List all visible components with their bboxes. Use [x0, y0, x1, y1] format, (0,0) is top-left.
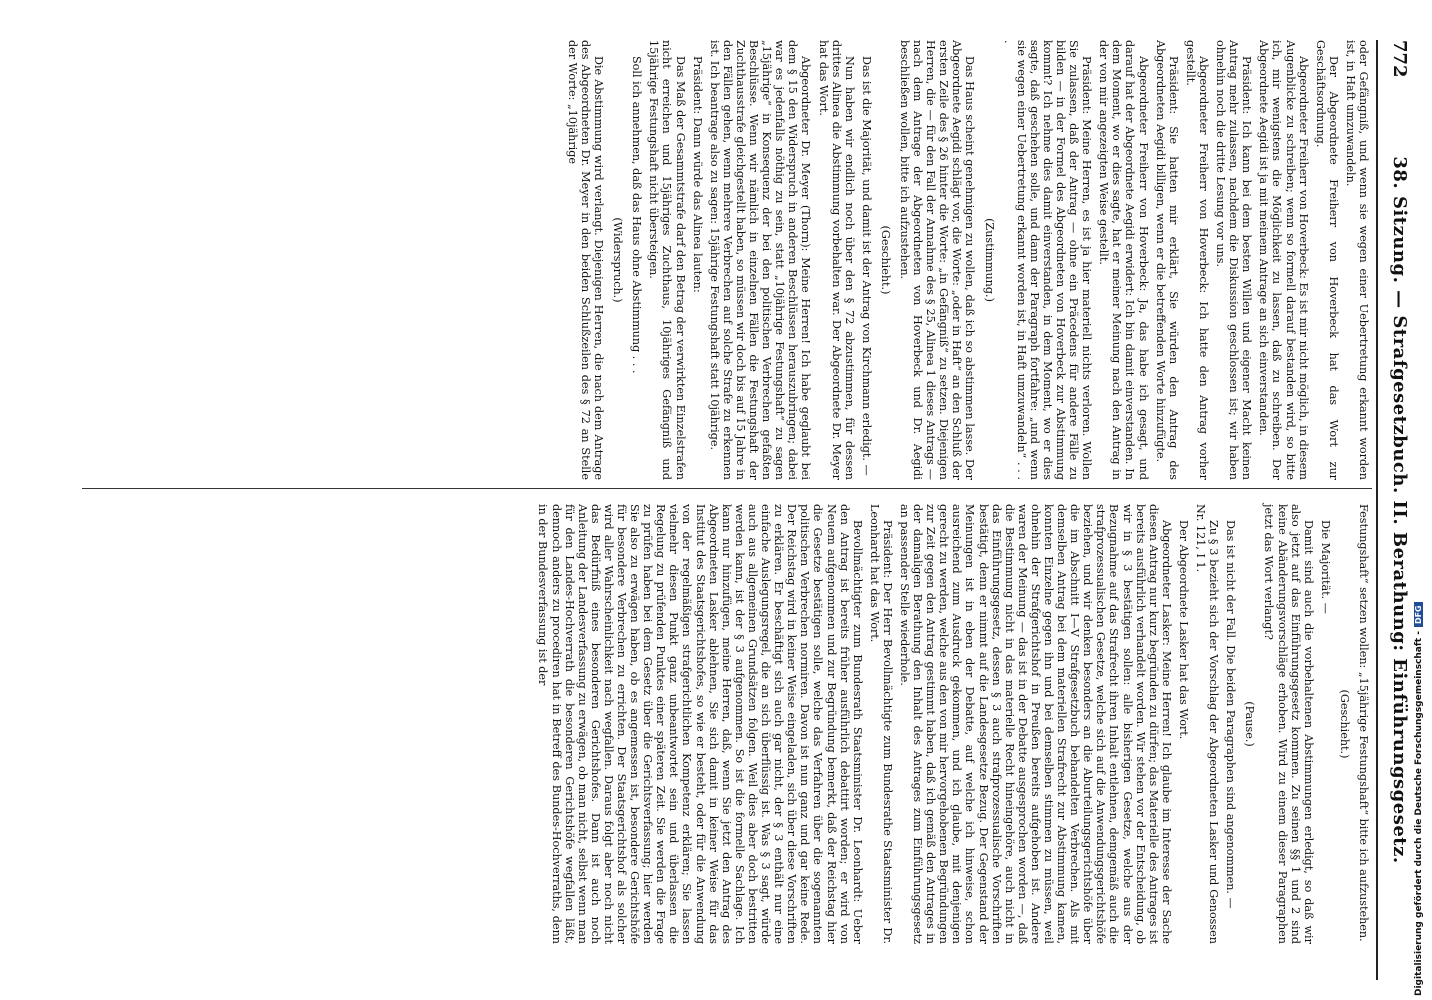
paragraph: Abgeordneter Freiherr von Hoverbeck: Ja, das habe ich gesagt, und darauf hat der Abgeordnete Aegidi erwidert: Ich bin damit einverstanden. In dem Moment, wo er dies sagte, hat er meiner Meinung nach den Antrag in der von mir angezeigten Weise gestellt. [1097, 40, 1150, 480]
stage-direction: (Widerspruch.) [611, 217, 625, 303]
page-header [1378, 40, 1414, 980]
paragraph: Präsident: Der Herr Bevollmächtigte zum Bundesrathe Staatsminister Dr. Leonhardt hat das Wort. [867, 504, 894, 944]
paragraph: Präsident: Sie hatten mir erklärt, Sie würden den Antrag des Abgeordneten Aegidi billigen, wenn er die betreffenden Worte hinzufügte. [1153, 40, 1180, 480]
paragraph: Festungshaft“ setzen wollen: „15jährige Festungshaft“ bitte ich aufzustehen. [1357, 504, 1370, 942]
digitization-credit [1414, 6, 1428, 996]
stage-direction: (Geschieht.) [878, 225, 892, 295]
paragraph: Das ist nicht der Fall. Die beiden Paragraphen sind angenommen. — [1224, 520, 1238, 909]
paragraph: Soll ich annehmen, daß das Haus ohne Abstimmung . . . [630, 56, 644, 374]
paragraph: Der Abgeordnete Freiherr von Hoverbeck hat das Wort zur Geschäftsordnung. [1313, 40, 1340, 480]
paragraph: Präsident: Dann würde das Alinea lauten: [690, 56, 704, 293]
header-rule [1376, 40, 1378, 980]
page-number: 772 [1389, 40, 1410, 78]
paragraph: Abgeordneter Dr. Meyer (Thorn): Meine Herren! Ich habe geglaubt bei dem § 15 den Widerspruch in anderen Beschlüssen herauszubringen; dabei war es jedenfalls nöthig zu sein, statt „10jährige Festungshaft“ zu sagen „15jährige“ in Konsequenz der bei den politischen Verbrechen gefaßten Beschlüsse. Wenn wir nämlich in einzelnen Fällen die Festungshaft der Zuchthausstrafe gleichgestellt haben, so müssen wir doch bis auf 15 Jahre in den Fällen gehen, wenn mehrere Verbrechen auf solche Strafe zu erkennen ist. Ich beantrage also zu sagen: 15jährige Festungshaft statt 10jährige. [707, 40, 813, 480]
dfg-logo: DFG [1414, 602, 1423, 627]
paragraph: Präsident: Ich kann bei dem besten Willen und eigener Macht keinen Antrag mehr zulassen, nachdem die Diskussion geschlossen ist; wir haben ohnehin noch die dritte Lesung vor uns. [1214, 40, 1254, 480]
stage-direction: (Zustimmung.) [982, 218, 996, 302]
paragraph: Abgeordneter Freiherr von Hoverbeck: Ich hatte den Antrag vorher gestellt. [1183, 40, 1210, 480]
paragraph: Nun haben wir endlich noch über den § 72 abzustimmen, für dessen drittes Alinea die Abstimmung vorbehalten war. Der Abgeordnete Dr. Meyer hat das Wort. [816, 40, 856, 480]
paragraph: Abgeordneter Lasker: Meine Herren! Ich glaube im Interesse der Sache diesen Antrag nur kurz begründen zu dürfen; das Materielle des Antrages ist bereits ausführlich verhandelt worden. Wir stehen vor der Entscheidung, ob wir in § 3 bestätigen sollen: alle bisherigen Gesetze, welche aus der Bezugnahme auf das Strafrecht ihren Inhalt entlehnen, demgemäß auch die strafprozessualischen Gesetze, welche sich auf die Anwendungsgerichtshöfe beziehen, und wir denken besonders an die Aburteilungsgerichtshöfe über die im Abschnitt I—V Strafgesetzbuch behandelten Verbrechen. Als mit demselben Antrag bei dem materiellen Strafrecht zur Abstimmung kamen, konnten Einzelne gegen ihn und bei demselben stimmen zu müssen, weil ohnehin der Strafgerichtshof in Preußen bereits aufgehoben ist. Andere waren der Meinung — das ist in der Debatte ausgesprochen worden —, daß die Bestimmung nicht in das materielle Recht hineingehöre, auch nicht in das Einführungsgesetz, dessen § 3 auch strafprozessualische Vorschriften bestätigt, denn er nimmt auf die Landesgesetze Bezug. Der Gegenstand der Meinungen ist in eben der Debatte, auf welche ich hinweise, schon ausreichend zum Ausdruck gekommen, und ich glaube, mit denjenigen gerecht zu werden, welche aus den von mir hervorgehobenen Begründungen zur Zeit gegen den Antrag gestimmt haben, daß ich gemäß den Antrages in der damaligen Berathung den Inhalt des Antrages zum Einführungsgesetz an passender Stelle wiederhole. [898, 504, 1173, 944]
paragraph: Das Haus scheint genehmigen zu wollen, daß ich so abstimmen lasse. Der Abgeordnete Aegidi schlägt vor, die Worte: „oder in Haft“ an den Schluß der ersten Zeile des § 26 hinter die Worte: „in Gefängniß“ zu setzen. Diejenigen Herren, die — für den Fall der Annahme des § 25, Alinea 1 dieses Antrags — nach dem Antrage der Abgeordneten von Hoverbeck und Dr. Aegidi beschließen wollen, bitte ich aufzustehen. [898, 40, 977, 480]
paragraph: Bevollmächtigter zum Bundesrath Staatsminister Dr. Leonhardt: Ueber den Antrag ist bereits früher ausführlich debattirt worden; er wird von Neuem aufgenommen und zur Begründung bemerkt, daß der Reichstag hier die Gesetze bestätigen solle, welche das Verfahren über die sogenannten politischen Verbrechen normiren. Davon ist nun ganz und gar keine Rede. Der Reichstag wird in keiner Weise eingeladen, sich über diese Vorschriften zu erklären. Er beschäftigt sich auch gar nicht, der § 3 enthält nur eine einfache Auslegungsregel, die an sich überflüssig ist. Was § 3 sagt, würde auch aus allgemeinen Grundsätzen folgen. Weil dies aber doch bestritten werden kann, ist der § 3 aufgenommen. So ist die formelle Sachlage. Ich kann nur hinzufügen, meine Herren, daß, wenn Sie jetzt den Antrag des Abgeordneten Lasker ablehnen, Sie sich damit in keiner Weise für das Institut des Staatsgerichtshofes, so wie er besteht, oder für die Anwendung von der regelmäßigen strafgerichtlichen Kompetenz erklären; Sie lassen vielmehr diesen Punkt ganz unbeantwortet sein und überlassen die Regelung zu prüfenden Punktes einer späteren Zeit. Sie werden die Frage zu prüfen haben bei dem Gesetz über die Gerichtsverfassung; hier werden Sie also zu erwägen haben, ob es angemessen ist, besondere Gerichtshöfe für besondere Verbrechen zu errichten. Der Staatsgerichtshof als solcher wird aller Wahrscheinlichkeit nach wegfallen. Daraus folgt aber noch nicht das Bedürfniß eines besonderen Gerichtshofes. Dann ist auch noch Anleitung der Landesverfassung zu erwägen, ob man nicht, selbst wenn man für den Landes-Hochverrath die besonderen Gerichtshöfe wegfallen läßt, dennoch anders zu procediren hat in Betreff des Bundes-Hochverraths, denn in der Bundesverfassung ist der [536, 504, 864, 944]
paragraph: Die Majorität. — [1318, 520, 1332, 614]
paragraph: Der Abgeordnete Lasker hat das Wort. [1176, 520, 1190, 740]
right-column [532, 504, 1370, 944]
paragraph: Damit sind auch die vorbehaltenen Abstimmungen erledigt, so daß wir also jetzt auf das Einführungsgesetz kommen. Zu seinen §§ 1 und 2 sind keine Abänderungsvorschläge erhoben. Wird zu einem dieser Paragraphen jetzt das Wort verlangt? [1262, 504, 1315, 944]
column-divider [82, 488, 1372, 489]
running-title: 38. Sitzung. — Strafgesetzbuch. II. Berathung: Einführungsgesetz. [1389, 156, 1410, 864]
paragraph: Das ist die Majorität, und damit ist der Antrag von Kirchmann erledigt. — [859, 56, 873, 476]
paragraph: Zu § 3 bezieht sich der Vorschlag der Abgeordneten Lasker und Genossen Nr. 121, I 1. [1194, 504, 1221, 944]
credit-text: Digitalisierung gefördert durch die Deutsche Forschungsgemeinschaft - [1414, 631, 1424, 996]
paragraph: Abgeordneter Freiherr von Hoverbeck: Es ist mir nicht möglich, in diesem Augenblicke zu schreiben; wenn so formell darauf bestanden wird, so bitte ich, mir wenigstens die Möglichkeit zu lassen, daß zu schreiben. Der Abgeordnete Aegidi ist ja mit meinem Antrage an sich einverstanden. [1257, 40, 1310, 480]
stage-direction: (Pause.) [1243, 701, 1257, 747]
stage-direction: (Geschieht.) [1337, 689, 1351, 759]
paragraph: Die Abstimmung wird verlangt. Diejenigen Herren, die nach dem Antrage des Abgeordneten Dr. Meyer in den beiden Schlußzeilen des § 72 an Stelle der Worte: „10jährige [565, 40, 606, 480]
paragraph: oder Gefängniß, und wenn sie wegen einer Uebertretung erkannt worden ist, in Haft umzuwandeln. [1343, 40, 1370, 480]
rotated-page [22, 0, 1422, 990]
paragraph: Das Maß der Gesammtstrafe darf den Betrag der verwirkten Einzelstrafen nicht erreichen und 15jähriges Zuchthaus, 10jähriges Gefängniß und 15jährige Festungshaft nicht übersteigen. [647, 40, 687, 480]
paragraph: Präsident: Meine Herren, es ist ja hier materiell nichts verloren. Wollen Sie zulassen, daß der Antrag — ohne ein Präcedens für andere Fälle zu bilden — in der Formel des Abgeordneten von Hoverbeck zur Abstimmung kommt? Ich nehme dies damit einverstanden, in dem Moment, wo er dies sagte, daß geschehen solle, und dann der Paragraph fortfahre: „und wenn sie wegen einer Uebertretung erkannt worden ist, in Haft umzuwandeln“ . . . . [1001, 40, 1094, 480]
left-column [562, 40, 1370, 480]
credit-line [1414, 602, 1424, 996]
